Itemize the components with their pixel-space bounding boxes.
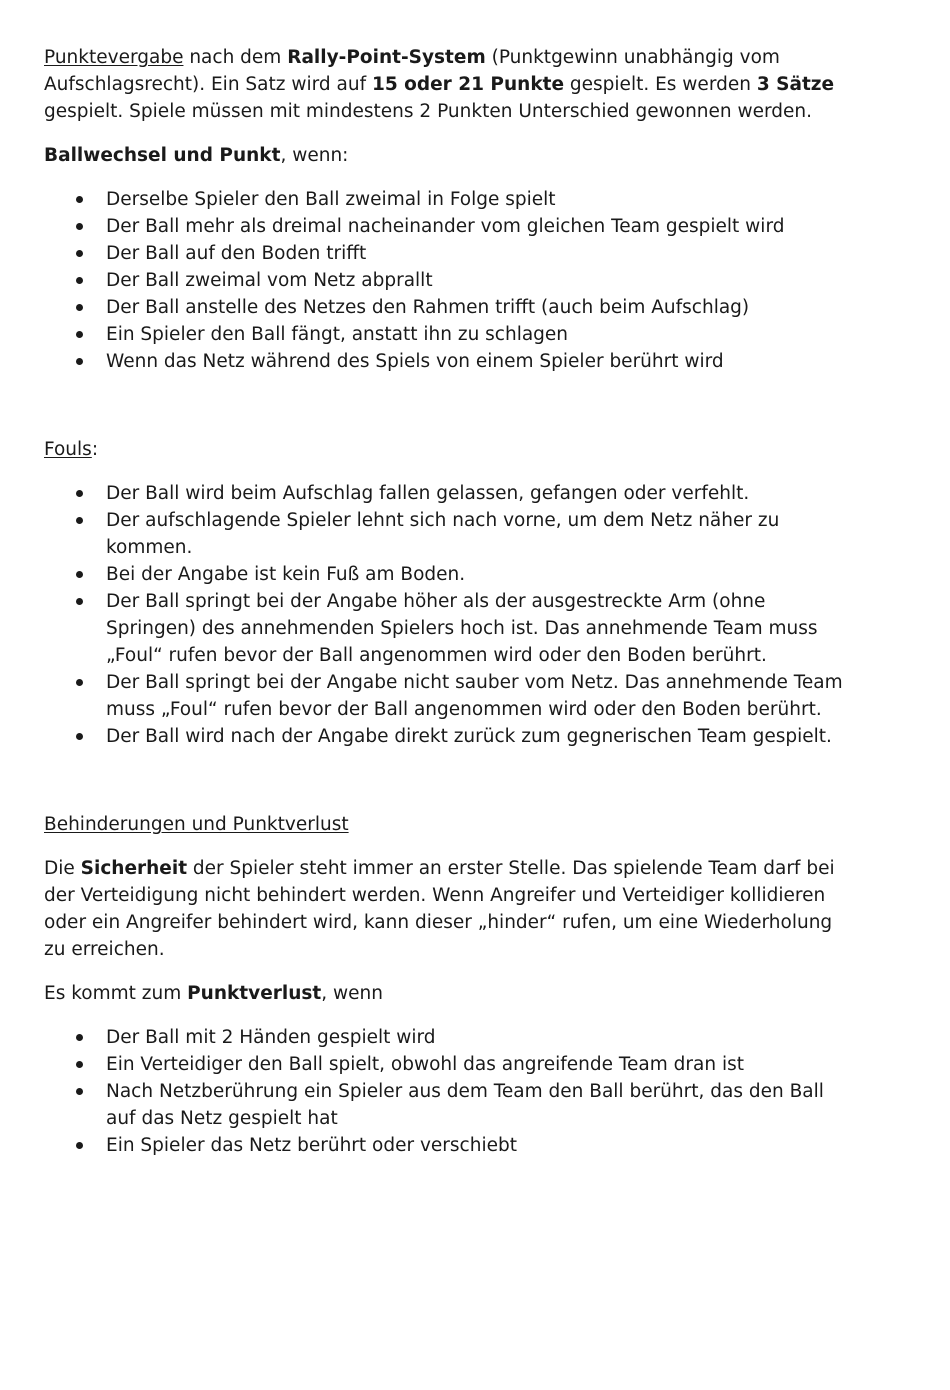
sets-term: 3 Sätze: [756, 74, 835, 95]
list-item: Wenn das Netz während des Spiels von einem Spieler berührt wird: [44, 348, 844, 375]
intro-text-4: gespielt. Spiele müssen mit mindestens 2 Punkten Unterschied gewonnen werden.: [44, 101, 813, 122]
punktverlust-list: [44, 1024, 844, 1159]
list-item: Ein Spieler das Netz berührt oder verschiebt: [44, 1132, 844, 1159]
list-item: Der Ball springt bei der Angabe höher als der ausgestreckte Arm (ohne Springen) des annehmenden Spielers hoch ist. Das annehmende Team muss „Foul“ rufen bevor der Ball angenommen wird oder den Boden berührt.: [44, 588, 844, 669]
list-item: Der Ball mehr als dreimal nacheinander vom gleichen Team gespielt wird: [44, 213, 844, 240]
sicherheit-post: der Spieler steht immer an erster Stelle. Das spielende Team darf bei der Verteidigung nicht behindert werden. Wenn Angreifer und Verteidiger kollidieren oder ein Angreifer behindert wird, kann dieser „hinder“ rufen, um eine Wiederholung zu erreichen.: [44, 858, 835, 960]
list-item: Der Ball anstelle des Netzes den Rahmen trifft (auch beim Aufschlag): [44, 294, 844, 321]
list-item: Ein Verteidiger den Ball spielt, obwohl das angreifende Team dran ist: [44, 1051, 844, 1078]
intro-text-1: nach dem: [183, 47, 288, 68]
fouls-heading: [44, 436, 844, 463]
list-item: Der Ball mit 2 Händen gespielt wird: [44, 1024, 844, 1051]
punktevergabe-term: Punktevergabe: [44, 47, 184, 68]
list-item: Der aufschlagende Spieler lehnt sich nach vorne, um dem Netz näher zu kommen.: [44, 507, 844, 561]
punktverlust-pre: Es kommt zum: [44, 983, 188, 1004]
list-item: Ein Spieler den Ball fängt, anstatt ihn zu schlagen: [44, 321, 844, 348]
ballwechsel-heading-bold: Ballwechsel und Punkt: [44, 145, 281, 166]
list-item: Der Ball zweimal vom Netz abprallt: [44, 267, 844, 294]
list-item: Bei der Angabe ist kein Fuß am Boden.: [44, 561, 844, 588]
sicherheit-pre: Die: [44, 858, 81, 879]
punktverlust-heading: [44, 980, 844, 1007]
sicherheit-paragraph: [44, 855, 844, 963]
fouls-heading-text: Fouls: [44, 439, 92, 460]
ballwechsel-list: [44, 186, 844, 375]
sicherheit-term: Sicherheit: [80, 858, 188, 879]
fouls-list: [44, 480, 844, 750]
list-item: Derselbe Spieler den Ball zweimal in Folge spielt: [44, 186, 844, 213]
list-item: Nach Netzberührung ein Spieler aus dem Team den Ball berührt, das den Ball auf das Netz gespielt hat: [44, 1078, 844, 1132]
document-content: [44, 44, 844, 1159]
rally-point-term: Rally-Point-System: [287, 47, 486, 68]
intro-text-3: gespielt. Es werden: [564, 74, 757, 95]
list-item: Der Ball auf den Boden trifft: [44, 240, 844, 267]
ballwechsel-heading: [44, 142, 844, 169]
points-term: 15 oder 21 Punkte: [372, 74, 565, 95]
intro-paragraph: [44, 44, 844, 125]
list-item: Der Ball wird nach der Angabe direkt zurück zum gegnerischen Team gespielt.: [44, 723, 844, 750]
list-item: Der Ball wird beim Aufschlag fallen gelassen, gefangen oder verfehlt.: [44, 480, 844, 507]
ballwechsel-heading-suffix: , wenn:: [280, 145, 349, 166]
fouls-heading-colon: :: [91, 439, 99, 460]
punktverlust-term: Punktverlust: [187, 983, 322, 1004]
punktverlust-post: , wenn: [321, 983, 383, 1004]
list-item: Der Ball springt bei der Angabe nicht sauber vom Netz. Das annehmende Team muss „Foul“ rufen bevor der Ball angenommen wird oder den Boden berührt.: [44, 669, 844, 723]
intro-text-2: (Punktgewinn unabhängig vom Aufschlagsrecht). Ein Satz wird auf: [44, 47, 780, 95]
behinderungen-heading: Behinderungen und Punktverlust: [44, 814, 349, 835]
